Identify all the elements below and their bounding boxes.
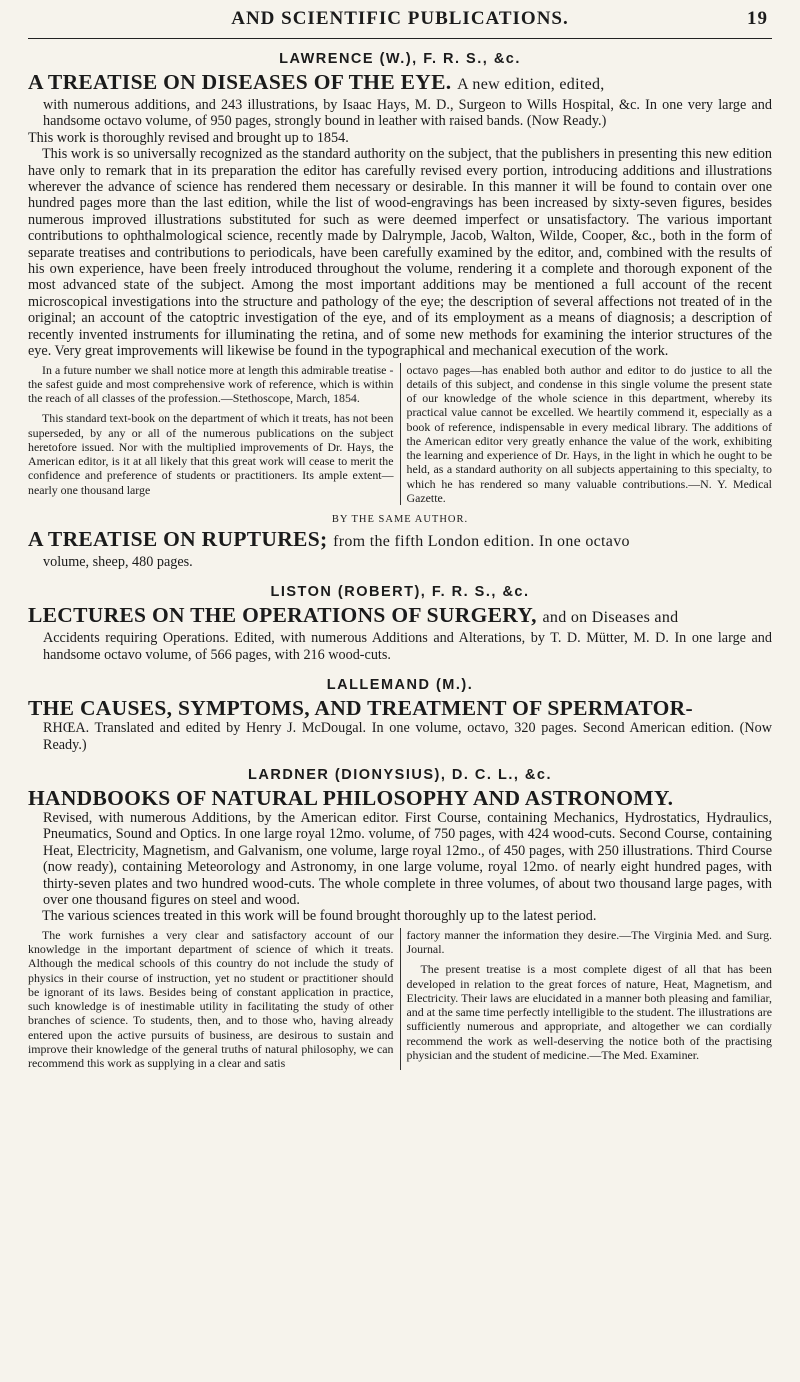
- book-title-main: THE CAUSES, SYMPTOMS, AND TREATMENT OF SPERMATOR-: [28, 696, 693, 721]
- author-heading: LAWRENCE (W.), F. R. S., &c.: [279, 51, 521, 67]
- author-heading: LARDNER (DIONYSIUS), D. C. L., &c.: [248, 767, 552, 784]
- review-text: factory manner the information they desire.—The Virginia Med. and Surg. Journal.: [406, 927, 772, 957]
- author-heading: LALLEMAND (M.).: [326, 677, 474, 694]
- book-title: [28, 786, 772, 810]
- review-text: This standard text-book on the department of which it treats, has not been superseded, by any or all of the numerous publications on the subject heretofore issued. Nor with the multiplied improvements of Dr. Hays, the American editor, is it at all likely that this great work will cease to merit the confidence and preference of students or practitioners. Its ample extent—nearly one thousand large: [28, 411, 394, 497]
- book-title-tail: from the fifth London edition. In one octavo: [333, 533, 630, 550]
- book-title: [28, 696, 772, 720]
- book-title-tail: A new edition, edited,: [457, 76, 605, 93]
- review-text: The work furnishes a very clear and satisfactory account of our knowledge in the important department of science of which it treats. Although the medical schools of this country do not include the study of physics in their course of instruction, yet no student or practitioner should be ignorant of its laws. Besides being of constant application in practice, such knowledge is of inestimable utility in facilitating the study of other branches of science. To students, then, and to those who, having already entered upon the active pursuits of business, are desirous to sustain and improve their knowledge of the general truths of natural philosophy, we can recommend this work as supplying in a clear and satis: [28, 927, 394, 1071]
- reviews: [28, 363, 772, 506]
- reviews: [28, 928, 772, 1071]
- book-details: volume, sheep, 480 pages.: [43, 554, 193, 570]
- book-title-main: A TREATISE ON DISEASES OF THE EYE.: [28, 70, 452, 94]
- book-details: Accidents requiring Operations. Edited, with numerous Additions and Alterations, by T. D. Mütter, M. D. In one large and handsome octavo volume, of 566 pages, with 216 wood-cuts.: [43, 630, 772, 663]
- page-number: 19: [747, 8, 768, 29]
- book-title-main: HANDBOOKS OF NATURAL PHILOSOPHY AND ASTRONOMY.: [28, 786, 674, 811]
- book-details: with numerous additions, and 243 illustrations, by Isaac Hays, M. D., Surgeon to Wills Hospital, &c. In one very large and handsome octavo volume, of 950 pages, strongly bound in leather with raised bands. (Now Ready.): [43, 97, 772, 130]
- header-rule: [28, 38, 772, 39]
- book-note: The various sciences treated in this work will be found brought thoroughly up to the latest period.: [42, 908, 597, 925]
- book-details: Revised, with numerous Additions, by the American editor. First Course, containing Mechanics, Hydrostatics, Hydraulics, Pneumatics, Sound and Optics. In one large royal 12mo. volume, of 750 pages, with 424 wood-cuts. Second Course, containing Heat, Electricity, Magnetism, and Galvanism, one volume, large royal 12mo., of 450 pages, with 250 illustrations. Third Course (now ready), containing Meteorology and Astronomy, in one large volume, royal 12mo. of nearly eight hundred pages, with thirty-seven plates and two hundred wood-cuts. The whole complete in three volumes, of about two thousand large pages, with over one thousand figures on steel and wood.: [43, 810, 772, 909]
- book-details: RHŒA. Translated and edited by Henry J. McDougal. In one volume, octavo, 320 pages. Second American edition. (Now Ready.): [43, 720, 772, 753]
- reviews-left-column: [28, 928, 401, 1071]
- author-heading: BY THE SAME AUTHOR.: [331, 514, 469, 525]
- running-head-title: AND SCIENTIFIC PUBLICATIONS.: [231, 8, 569, 29]
- reviews-left-column: [28, 363, 401, 506]
- book-title: [28, 527, 772, 554]
- book-title: [28, 70, 772, 97]
- book-title-main: LECTURES ON THE OPERATIONS OF SURGERY,: [28, 603, 537, 628]
- author-heading: LISTON (ROBERT), F. R. S., &c.: [270, 584, 530, 601]
- review-text: octavo pages—has enabled both author and editor to do justice to all the details of this subject, and condense in this single volume the present state of our knowledge of the whole science in this department, whereby its practical value cannot be excelled. We heartily commend it, especially as a book of reference, indispensable in every medical library. The additions of the American editor very greatly enhance the value of the work, exhibiting the learning and experience of Dr. Hays, in the light in which he ought to be held, as a standard authority on all subjects appertaining to this specialty, to which he has rendered so many valuable contributions.—N. Y. Medical Gazette.: [406, 362, 772, 505]
- book-description: This work is so universally recognized as the standard authority on the subject, that the publishers in presenting this new edition have only to remark that in its preparation the editor has carefully revised every portion, introducing additions and illustrations wherever the advance of science has rendered them necessary or desirable. In this manner it will be found to contain over one hundred pages more than the last edition, while the list of wood-engravings has been increased by sixty-seven figures, besides numerous improved illustrations substituted for such as were deemed imperfect or unsatisfactory. The various important contributions to ophthalmological science, recently made by Dalrymple, Jacob, Walton, Wilde, Cooper, &c., both in the form of separate treatises and contributions to periodicals, have been carefully examined by the editor, and, combined with the results of his own experience, have been freely introduced throughout the volume, rendering it a complete and thorough exponent of the most advanced state of the subject. Among the most important additions may be mentioned a full account of the recent microscopical investigations into the structure and pathology of the eye; the description of several affections not treated of in the original; an account of the catoptric investigation of the eye, and of its employment as a means of diagnosis; a description of recently invented instruments for illuminating the retina, and of some new methods for examining the interior structures of the eye. Very great improvements will likewise be found in the typographical and mechanical execution of the work.: [28, 146, 772, 360]
- book-title-tail: and on Diseases and: [542, 609, 679, 627]
- book-title-main: A TREATISE ON RUPTURES;: [28, 527, 328, 551]
- page: [28, 0, 772, 1368]
- book-title: [28, 603, 772, 630]
- book-note: This work is thoroughly revised and brought up to 1854.: [28, 129, 349, 146]
- running-head: [28, 8, 772, 34]
- review-text: The present treatise is a most complete digest of all that has been developed in relation to the great forces of nature, Heat, Magnetism, and Electricity. Their laws are elucidated in a manner both pleasing and familiar, and at the same time perfectly intelligible to the student. The illustrations are sufficiently numerous and appropriate, and altogether we can cordially recommend the work as well-deserving the notice both of the practising physician and the student of medicine.—The Med. Examiner.: [406, 962, 772, 1062]
- reviews-right-column: [407, 363, 773, 506]
- review-text: In a future number we shall notice more at length this admirable treatise - the safest guide and most comprehensive work of reference, which is within the reach of all classes of the profession.—Stethoscope, March, 1854.: [28, 362, 394, 405]
- reviews-right-column: [407, 928, 773, 1071]
